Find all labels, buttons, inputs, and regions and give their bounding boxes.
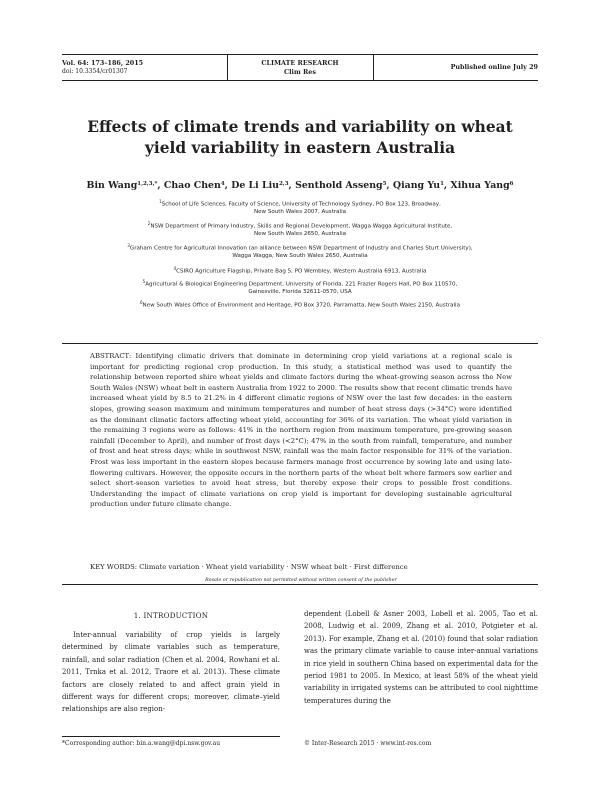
paragraph: Inter-annual variability of crop yields is largely determined by climate variables such as temperature, rainfall, and solar radiation (Chen et al. 2004, Rowhani et al. 2011, Trnka et al. 2012, Traore et al. 2013). These climate factors are closely related to and affect grain yield in different ways for different crops; moreover, climate–yield relationships are also region- [62,631,280,714]
header-divider-right [373,54,374,80]
affiliation [80,278,520,297]
abstract: ABSTRACT: Identifying climatic drivers that dominate in determining crop yield variations at a regional scale is important for predicting regional crop production. In this study, a statistical method was used to quantify the relationship between reported shire wheat yields and climate factors during the wheat-growing season across the New South Wales (NSW) wheat belt in eastern Australia from 1922 to 2000. The results show that recent climatic trends have increased wheat yield by 8.5 to 21.2% in 4 different climatic regions of NSW over the last few decades: in the eastern slopes, growing season maximum and minimum temperatures and number of heat stress days (>34°C) were identified as the dominant climatic factors affecting wheat yield, accounting for 36% of its variation. The wheat yield variation in the remaining 3 regions were as follows: 41% in the northern region from maximum temperature, pre-growing season rainfall (December to April), and number of frost days (<2°C); 47% in the south from rainfall, temperature, and number of frost and heat stress days; while in southwest NSW, rainfall was the main factor responsible for 31% of the variation. Frost was less important in the eastern slopes because farmers manage frost occurrence by sowing late and using late-flowering cultivars. However, the opposite occurs in the northern parts of the wheat belt where farmers sow earlier and select short-season varieties to avoid heat stress, but thereby expose their crops to possible frost conditions. Understanding the impact of climate variations on crop yield is important for developing sustainable agricultural production under future climate change. [90,352,512,509]
affiliation [80,299,520,310]
author-name: Qiang Yu [392,180,441,191]
copyright: © Inter-Research 2015 · www.int-res.com [304,740,432,747]
affiliation-text: School of Life Sciences, Faculty of Science, University of Technology Sydney, PO Box 123, Broadway, [161,201,441,208]
author-affiliation-marker: 4 [220,181,225,187]
author-affiliation-marker: 6 [509,181,514,187]
author-affiliation-marker: 1 [440,181,444,187]
journal-abbrev: Clim Res [284,68,316,76]
affiliation-line [80,289,520,297]
title-line: Effects of climate trends and variability on wheat [87,118,513,136]
journal-name: CLIMATE RESEARCH [261,59,339,67]
doi: doi: 10.3354/cr01307 [62,68,128,75]
affiliation [80,220,520,239]
author-list: Bin Wang$^{1,2,3,*}$, Chao Chen$^4$, De Li Liu$^{2,3}$, Senthold Asseng$^5$, Qiang Yu$^1$, Xihua Yang$^6$ [86,180,514,191]
header-bottom-rule [62,80,538,81]
affiliation-line [80,278,520,289]
left-column [62,629,280,716]
published-date: Published online July 29 [450,63,538,71]
author-name: Xihua Yang [450,180,510,191]
affiliation-text: Wagga Wagga, New South Wales 2650, Australia [232,253,368,260]
affiliation-line [80,220,520,231]
affiliation-text: Agricultural & Biological Engineering Department, University of Florida, 221 Frazier Rogers Hall, PO Box 110570, [145,281,458,288]
affiliation [80,198,520,217]
affiliation-number: 4 [173,266,177,271]
keywords: KEY WORDS: Climate variation · Wheat yield variability · NSW wheat belt · First difference [90,563,408,571]
affiliation-text: New South Wales 2650, Australia [253,231,347,238]
republication-notice: Resale or republication not permitted without written consent of the publisher [205,578,397,583]
article-title [60,117,540,159]
affiliation-number: 5 [142,279,146,284]
affiliation-text: New South Wales Office of Environment and Heritage, PO Box 3720, Parramatta, New South Wales 2150, Australia [142,302,460,309]
affiliation [80,242,520,261]
affiliation-text: CSIRO Agriculture Flagship, Private Bag 5, PO Wembley, Western Australia 6913, Australia [176,268,427,275]
affiliation [80,265,520,276]
author-name: Chao Chen [163,180,221,191]
right-column [304,608,538,707]
affiliation-text: Gainesville, Florida 32611-0570, USA [248,289,352,296]
abstract-top-rule [62,343,538,344]
affiliation-line [80,209,520,217]
author-name: Bin Wang [86,180,138,191]
affiliation-line [80,299,520,310]
author-affiliation-marker: 1,2,3,* [137,181,158,187]
affiliation-line [80,253,520,261]
affiliation-text: Graham Centre for Agricultural Innovation (an alliance between NSW Department of Industry and Charles Sturt University), [129,245,473,252]
affiliation-line [80,231,520,239]
corresponding-author: *Corresponding author: bin.a.wang@dpi.nsw.gov.au [62,740,221,747]
affiliation-number: 2 [147,221,151,226]
footnote-rule [62,736,280,737]
affiliation-number: 1 [159,199,162,204]
abstract-bottom-rule [62,584,538,585]
section-heading: 1. INTRODUCTION [133,611,209,620]
affiliation-text: New South Wales 2007, Australia [253,209,347,216]
affiliation-text: NSW Department of Primary Industry, Skills and Regional Development, Wagga Wagga Agricultural Institute, [150,223,453,230]
affiliation-number: 3 [127,243,130,248]
title-line: yield variability in eastern Australia [144,139,456,157]
affiliation-line [80,265,520,276]
affiliation-line [80,242,520,253]
header-top-rule [62,54,538,55]
author-name: Senthold Asseng [295,180,383,191]
author-affiliation-marker: 5 [382,181,387,187]
author-affiliation-marker: 2,3 [278,181,289,187]
paragraph: dependent (Lobell & Asner 2003, Lobell et al. 2005, Tao et al. 2008, Ludwig et al. 2009, Zhang et al. 2010, Potgieter et al. 2013). For example, Zhang et al. (2010) found that solar radiation was the primary climate variable to cause inter-annual variations in rice yield in southern China based on experimental data for the period 1981 to 2005. In Mexico, at least 58% of the wheat yield variability in irrigated systems can be attributed to cool nighttime temperatures during the [304,610,538,705]
header-divider-left [227,54,228,80]
affiliation-line [80,198,520,209]
volume-info: Vol. 64: 173–186, 2015 [62,59,144,67]
author-name: De Li Liu [231,180,279,191]
affiliation-number: 6 [140,300,143,305]
